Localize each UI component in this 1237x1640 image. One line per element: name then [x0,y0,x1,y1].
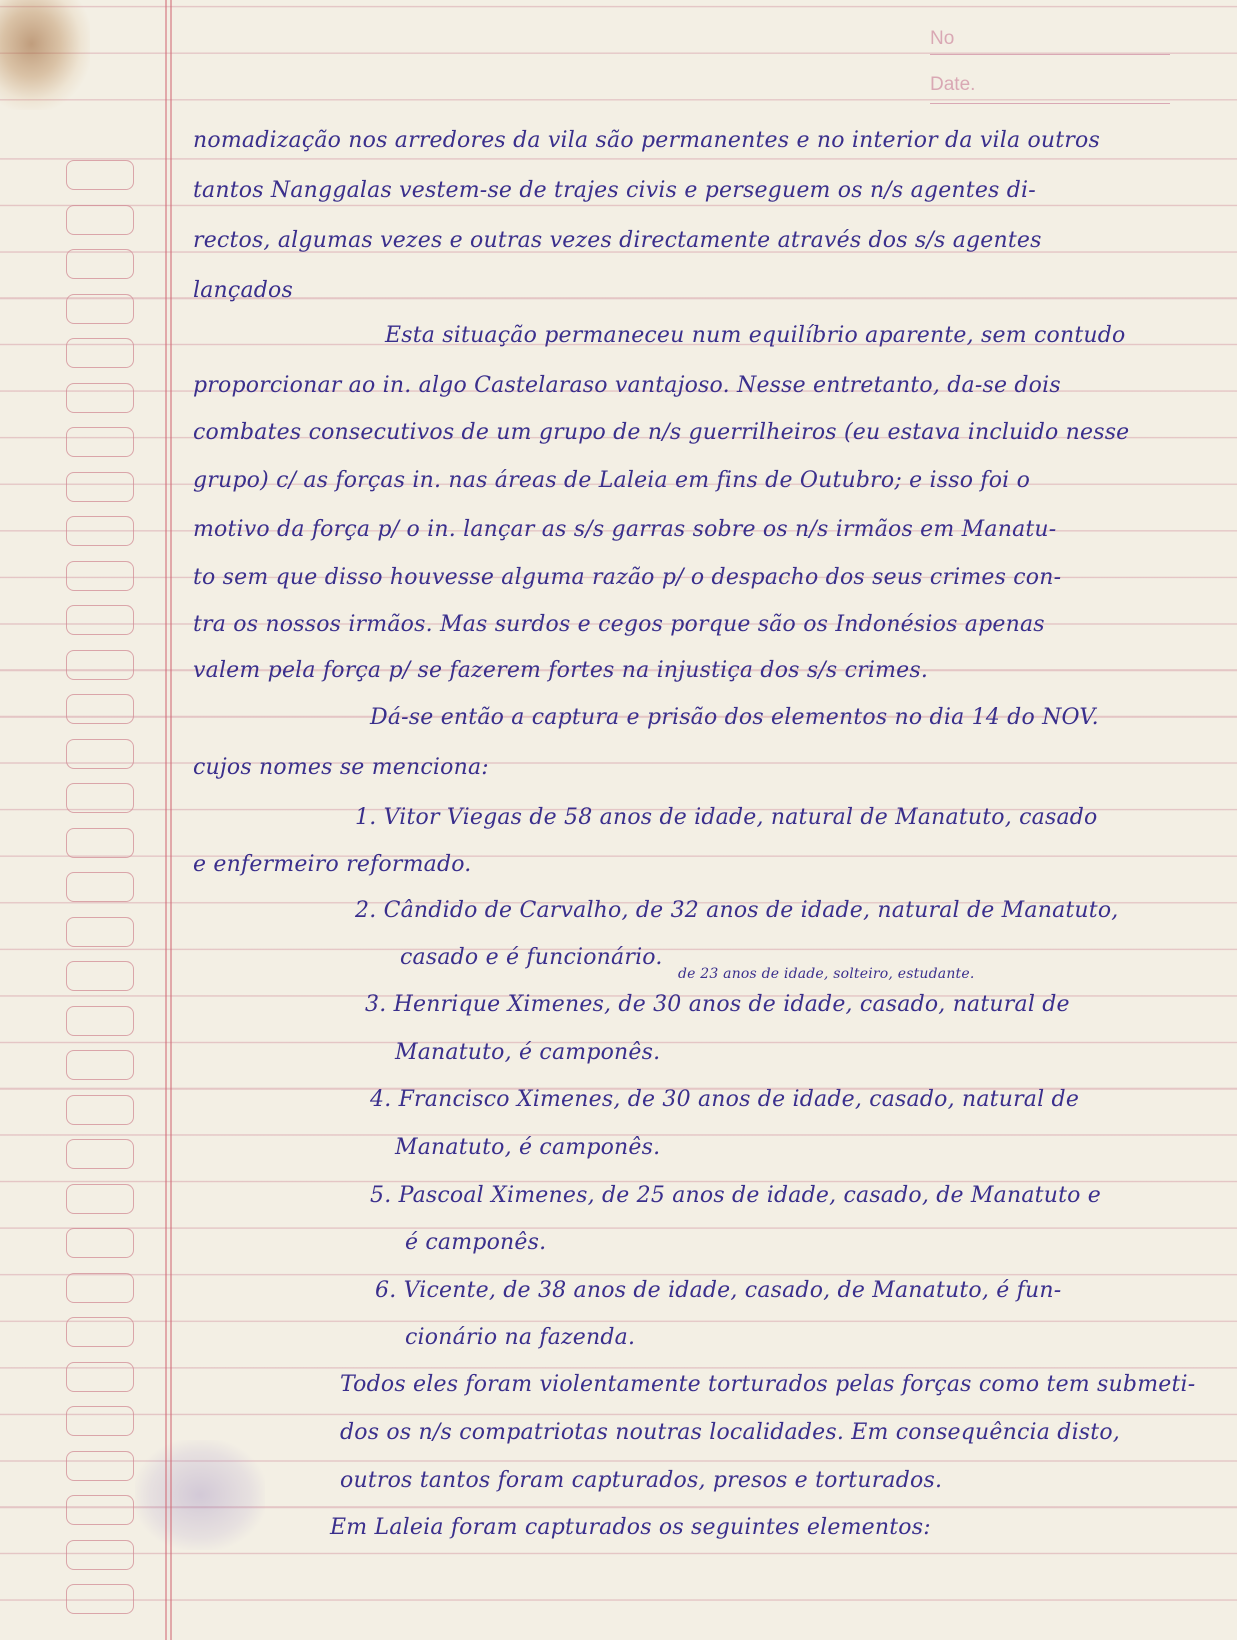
text-line: Manatuto, é camponês. [395,1040,661,1065]
text-line: Manatuto, é camponês. [395,1135,661,1160]
text-line: Esta situação permaneceu num equilíbrio aparente, sem contudo [385,323,1126,348]
header-no-label: No [930,28,955,49]
header-date-label: Date. [930,74,976,95]
text-line: 6. Vicente, de 38 anos de idade, casado, de Manatuto, é fun- [375,1278,1062,1303]
text-line: Em Laleia foram capturados os seguintes elementos: [330,1515,931,1540]
text-line: cujos nomes se menciona: [193,755,489,780]
text-line: casado e é funcionário. [400,945,663,970]
text-line: valem pela força p/ se fazerem fortes na injustiça dos s/s crimes. [193,658,929,683]
text-line: e enfermeiro reformado. [193,852,472,877]
text-line: 5. Pascoal Ximenes, de 25 anos de idade, casado, de Manatuto e [370,1183,1101,1208]
text-line: Todos eles foram violentamente torturados pelas forças como tem submeti- [340,1372,1196,1397]
text-line: 4. Francisco Ximenes, de 30 anos de idade, casado, natural de [370,1087,1080,1112]
text-line: combates consecutivos de um grupo de n/s guerrilheiros (eu estava incluido nesse [193,420,1130,445]
text-line: to sem que disso houvesse alguma razão p/ o despacho dos seus crimes con- [193,565,1062,590]
text-line: lançados [193,278,293,303]
text-line: 3. Henrique Ximenes, de 30 anos de idade, casado, natural de [365,992,1070,1017]
text-line: dos os n/s compatriotas noutras localidades. Em consequência disto, [340,1420,1120,1445]
text-line: rectos, algumas vezes e outras vezes directamente através dos s/s agentes [193,228,1042,253]
text-line: Dá-se então a captura e prisão dos elementos no dia 14 do NOV. [370,705,1099,730]
text-line: 1. Vitor Viegas de 58 anos de idade, natural de Manatuto, casado [355,805,1098,830]
text-line: motivo da força p/ o in. lançar as s/s garras sobre os n/s irmãos em Manatu- [193,517,1057,542]
text-line: tantos Nanggalas vestem-se de trajes civis e perseguem os n/s agentes di- [193,178,1036,203]
text-line: é camponês. [405,1230,547,1255]
text-line: tra os nossos irmãos. Mas surdos e cegos porque são os Indonésios apenas [193,612,1045,637]
text-line: nomadização nos arredores da vila são permanentes e no interior da vila outros [193,128,1100,153]
inserted-note: de 23 anos de idade, solteiro, estudante. [678,966,975,982]
text-line: cionário na fazenda. [405,1325,636,1350]
text-line: 2. Cândido de Carvalho, de 32 anos de idade, natural de Manatuto, [355,898,1119,923]
text-line: outros tantos foram capturados, presos e torturados. [340,1468,943,1493]
text-line: proporcionar ao in. algo Castelaraso vantajoso. Nesse entretanto, da-se dois [193,373,1061,398]
text-line: grupo) c/ as forças in. nas áreas de Laleia em fins de Outubro; e isso foi o [193,468,1031,493]
